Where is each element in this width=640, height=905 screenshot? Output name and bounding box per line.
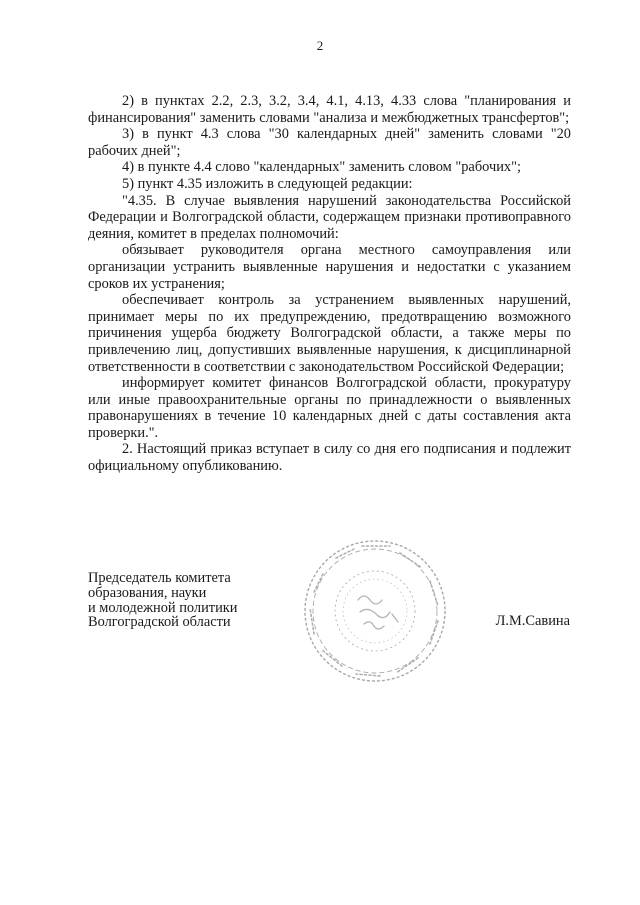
page-number: 2: [316, 38, 324, 53]
signatory-position-line: Председатель комитета: [88, 570, 231, 586]
signatory-position-line: и молодежной политики: [88, 599, 238, 616]
paragraph-ensures-control: обеспечивает контроль за устранением выявленных нарушений, принимает меры по их предупреждению, предотвращению возможного причинения ущерба бюджету Волгоградской области, а также меры по привлечению лиц, допустивших выявленные нарушения, к дисциплинарной ответственности в соответствии с законодательством Российской Федерации;: [88, 292, 571, 375]
paragraph-item-4: 4) в пункте 4.4 слово "календарных" заменить словом "рабочих";: [122, 159, 521, 176]
document-body: [88, 93, 571, 475]
paragraph-item-5: 5) пункт 4.35 изложить в следующей редакции:: [122, 175, 413, 192]
paragraph-item-2: 2) в пунктах 2.2, 2.3, 3.2, 3.4, 4.1, 4.13, 4.33 слова "планирования и финансирования" заменить словами "анализа и межбюджетных трансфертов";: [88, 93, 571, 126]
paragraph-obligates: обязывает руководителя органа местного самоуправления или организации устранить выявленные нарушения и недостатки с указанием сроков их устранения;: [88, 242, 571, 292]
signatory-name: Л.М.Савина: [495, 613, 570, 629]
paragraph-item-3: 3) в пункт 4.3 слова "30 календарных дней" заменить словами "20 рабочих дней";: [88, 126, 571, 159]
paragraph-entry-into-force: 2. Настоящий приказ вступает в силу со дня его подписания и подлежит официальному опубликованию.: [88, 441, 571, 475]
round-stamp-icon: [300, 536, 450, 686]
signatory-position-line: образования, науки: [88, 584, 207, 601]
paragraph-informs: информирует комитет финансов Волгоградской области, прокуратуру или иные правоохранительные органы по принадлежности о выявленных правонарушениях в течение 10 календарных дней с даты составления акта проверки.".: [88, 375, 571, 441]
signatory-position: [88, 571, 288, 630]
signatory-position-line: Волгоградской области: [88, 614, 231, 631]
paragraph-point-4-35: "4.35. В случае выявления нарушений законодательства Российской Федерации и Волгоградской области, содержащем признаки противоправного деяния, комитет в пределах полномочий:: [88, 192, 571, 242]
